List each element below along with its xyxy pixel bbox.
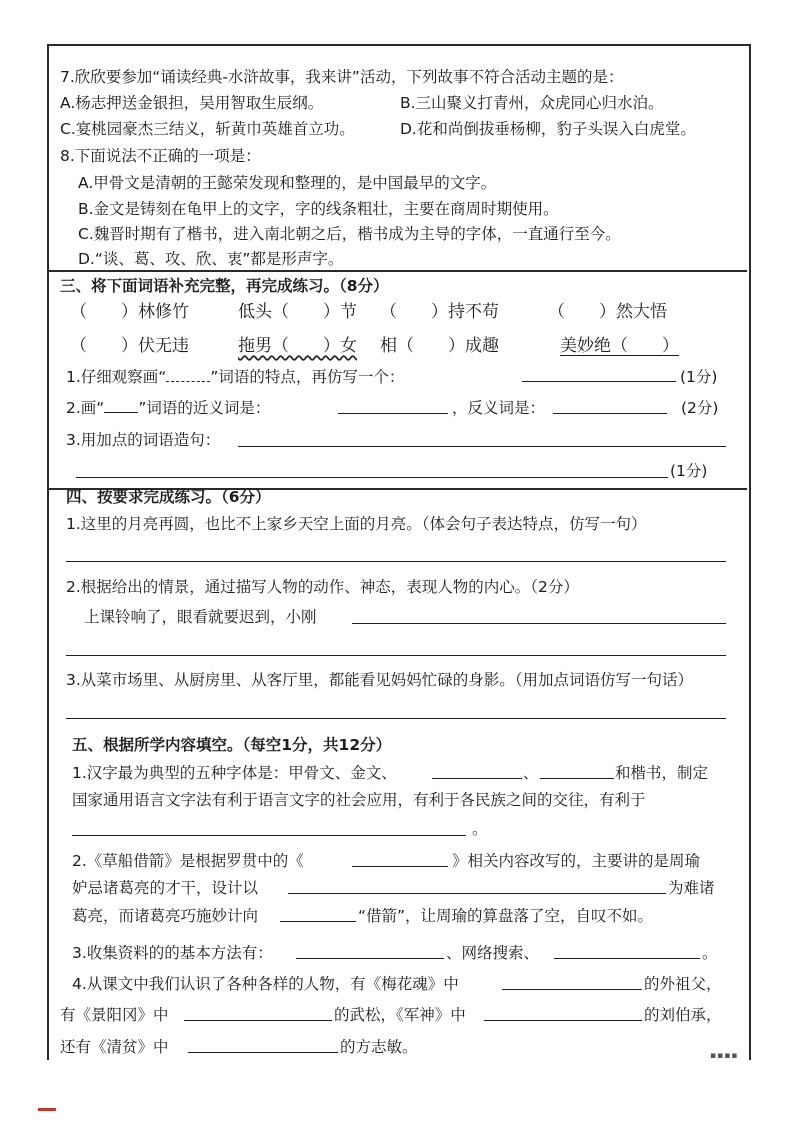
sec4-q3-blank[interactable] [66, 718, 726, 719]
sec5-q2-text-d: 为难诸 [668, 879, 715, 897]
underline-mark-sample [104, 398, 138, 413]
q7-option-b: B.三山聚义打青州，众虎同心归水泊。 [400, 94, 664, 112]
sec3-q2-text-c: ，反义词是： [452, 399, 546, 417]
sec3-q2-score: (2分) [681, 399, 719, 417]
sec5-q4-blank-4[interactable] [188, 1052, 338, 1053]
sec5-q2-blank-2[interactable] [288, 893, 666, 894]
sec3-q1-text-b: ”词语的特点，再仿写一个： [210, 368, 405, 386]
sec5-q1-blank-2[interactable] [540, 778, 614, 779]
sec5-q4-blank-3[interactable] [484, 1020, 642, 1021]
sec3-q1-score: (1分) [680, 368, 718, 386]
sec3-q2-line [66, 397, 270, 419]
sec5-q4-text-d: 的武松，《军神》中 [334, 1006, 466, 1024]
sec5-q1-text-a: 1.汉字最为典型的五种字体是：甲骨文、金文、 [72, 764, 397, 782]
sec3-q3-blank-1[interactable] [238, 446, 726, 447]
q8-option-a: A.甲骨文是清朝的王懿荣发现和整理的，是中国最早的文字。 [78, 174, 497, 192]
sec4-q1-blank[interactable] [66, 561, 726, 562]
word-fill-4: （ ）然大悟 [548, 302, 667, 322]
word-fill-2: 低头（ ）节 [238, 302, 357, 322]
sec5-q3-text-a: 3.收集资料的的基本方法有： [72, 944, 273, 962]
sec5-q1-text-b: 、 [523, 764, 539, 782]
word-fill-1: （ ）林修竹 [70, 302, 189, 322]
word-fill-3: （ ）持不苟 [380, 302, 499, 322]
sec5-q1-text-d: 国家通用语言文字法有利于语言文字的社会应用，有利于各民族之间的交往，有利于 [72, 791, 646, 809]
sec5-q2-blank-1[interactable] [352, 866, 448, 867]
sec5-q4-text-c: 有《景阳冈》中 [60, 1006, 169, 1024]
q7-option-a: A.杨志押送金银担，吴用智取生辰纲。 [60, 94, 324, 112]
sec3-antonym-blank[interactable] [553, 413, 667, 414]
q8-option-b: B.金文是铸刻在龟甲上的文字，字的线条粗壮，主要在商周时期使用。 [78, 200, 559, 218]
sheet-top-border [47, 44, 751, 46]
sec3-synonym-blank[interactable] [338, 413, 448, 414]
sec3-q2-text-b: ”词语的近义词是： [138, 399, 271, 417]
sec3-q3-blank-2[interactable] [76, 477, 668, 478]
q8-option-d: D.“谈、葛、攻、欣、衷”都是形声字。 [78, 250, 344, 268]
q7-option-c: C.宴桃园豪杰三结义，斩黄巾英雄首立功。 [60, 120, 355, 138]
sec5-q4-text-b: 的外祖父， [644, 975, 722, 993]
sec5-q4-blank-2[interactable] [184, 1020, 332, 1021]
sec5-q3-text-b: 、网络搜索、 [446, 944, 540, 962]
q7-option-d: D.花和尚倒拔垂杨柳，豹子头误入白虎堂。 [400, 120, 696, 138]
sec5-q2-blank-3[interactable] [280, 921, 356, 922]
sec3-q2-text-a: 2.画“ [66, 399, 105, 417]
sec3-q1-text-a: 1.仔细观察画“ [66, 368, 167, 386]
sec5-q4-text-a: 4.从课文中我们认识了各种各样的人物，有《梅花魂》中 [72, 975, 459, 993]
sec3-q1-answer-blank[interactable] [522, 381, 676, 382]
section-4-title: 四、按要求完成练习。（6分） [66, 488, 271, 506]
sec4-q2-text: 2.根据给出的情景，通过描写人物的动作、神态，表现人物的内心。（2分） [66, 578, 579, 596]
word-fill-7: 相（ ）成趣 [380, 336, 499, 356]
sec5-q1-blank-3[interactable] [72, 835, 466, 836]
sec4-q3-text: 3.从菜市场里、从厨房里、从客厅里，都能看见妈妈忙碌的身影。（用加点词语仿写一句话） [66, 671, 694, 689]
sec5-q2-text-c: 妒忌诸葛亮的才干，设计以 [72, 879, 259, 897]
sec5-q4-blank-1[interactable] [502, 989, 642, 990]
wavy-mark-sample [166, 367, 210, 382]
sec5-q2-text-e: 葛亮，而诸葛亮巧施妙计向 [72, 907, 259, 925]
word-fill-8: 美妙绝（ ） [560, 336, 679, 356]
section-5-title: 五、根据所学内容填空。（每空1分，共12分） [72, 736, 392, 754]
sec3-q3-score: (1分) [670, 462, 708, 480]
q8-option-c: C.魏晋时期有了楷书，进入南北朝之后，楷书成为主导的字体，一直通行至今。 [78, 225, 621, 243]
q7-stem: 7.欣欣要参加“诵读经典-水浒故事，我来讲”活动，下列故事不符合活动主题的是： [60, 68, 624, 86]
sec5-q4-text-g: 的方志敏。 [340, 1038, 418, 1056]
section-3-title: 三、将下面词语补充完整，再完成练习。（8分） [60, 277, 389, 295]
sec4-q1-text: 1.这里的月亮再圆，也比不上家乡天空上面的月亮。（体会句子表达特点，仿写一句） [66, 515, 647, 533]
sec4-q2-prompt: 上课铃响了，眼看就要迟到，小刚 [84, 608, 317, 626]
word-fill-5: （ ）伏无违 [70, 336, 189, 356]
red-ink-mark [38, 1108, 56, 1111]
sec4-q2-blank-2[interactable] [66, 655, 726, 656]
sec5-q4-text-f: 还有《清贫》中 [60, 1038, 169, 1056]
sec5-q2-text-b: 》相关内容改写的，主要讲的是周瑜 [452, 852, 701, 870]
sec5-q4-text-e: 的刘伯承， [644, 1006, 722, 1024]
sec3-q3-text: 3.用加点的词语造句： [66, 431, 221, 449]
sec5-q2-text-f: “借箭”，让周瑜的算盘落了空，自叹不如。 [358, 907, 654, 925]
sec5-q2-text-a: 2.《草船借箭》是根据罗贯中的《 [72, 852, 304, 870]
sec3-q1-line [66, 366, 404, 388]
q8-stem: 8.下面说法不正确的一项是： [60, 147, 261, 165]
sec5-q1-blank-1[interactable] [432, 778, 522, 779]
word-fill-6: 拖男（ ）女 [238, 336, 357, 356]
scan-artifact-mark: ▪▪▪▪ [710, 1051, 739, 1061]
sec5-q3-text-c: 。 [702, 944, 718, 962]
sec5-q3-blank-1[interactable] [296, 958, 444, 959]
sec5-q1-text-c: 和楷书，制定 [615, 764, 709, 782]
sec4-q2-blank-1[interactable] [352, 623, 726, 624]
sec5-q1-text-e: 。 [472, 820, 488, 838]
sec5-q3-blank-2[interactable] [554, 958, 700, 959]
